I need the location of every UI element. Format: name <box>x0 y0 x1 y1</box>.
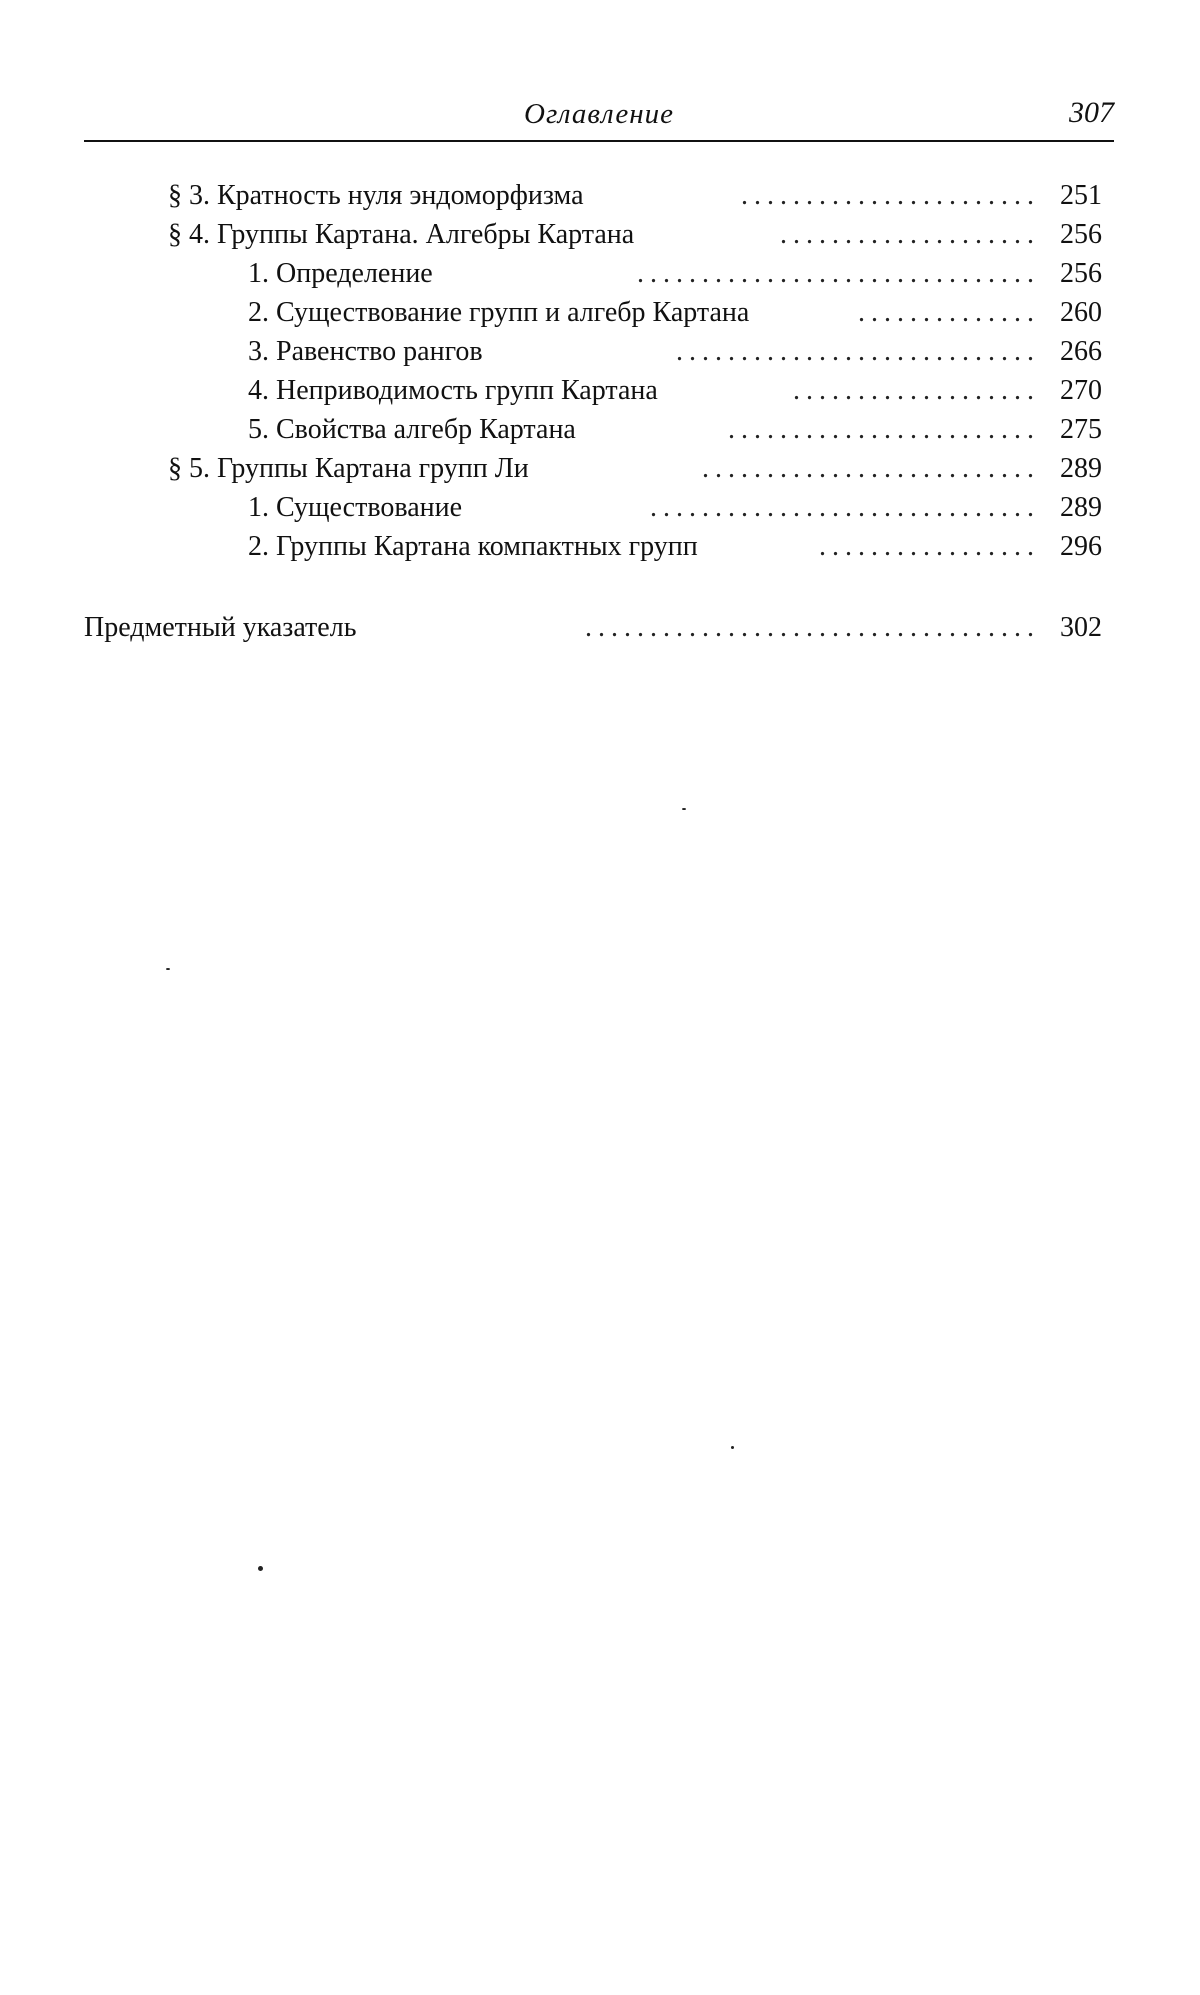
toc-leader-dots: ................. <box>819 531 1040 562</box>
toc-entry-label: 1. Определение <box>248 258 433 289</box>
toc-entry[interactable] <box>84 215 1102 254</box>
table-of-contents <box>84 176 1102 647</box>
toc-entry-label: § 3. Кратность нуля эндоморфизма <box>168 180 584 211</box>
toc-entry[interactable] <box>84 608 1102 647</box>
toc-leader-dots: ........................ <box>728 414 1040 445</box>
toc-entry-page: 289 <box>1060 453 1102 484</box>
toc-leader-dots: ................... <box>793 375 1040 406</box>
toc-entry-page: 256 <box>1060 219 1102 250</box>
toc-entry-label: 1. Существование <box>248 492 463 523</box>
toc-entry[interactable] <box>84 371 1102 410</box>
toc-entry[interactable] <box>84 488 1102 527</box>
header-rule <box>84 140 1114 142</box>
toc-entry-page: 270 <box>1060 375 1102 406</box>
toc-entry-label: 3. Равенство рангов <box>248 336 483 367</box>
toc-entry-page: 296 <box>1060 531 1102 562</box>
toc-leader-dots: ................................... <box>585 612 1040 643</box>
toc-entry-label: 4. Неприводимость групп Картана <box>248 375 658 406</box>
toc-entry-label: 5. Свойства алгебр Картана <box>248 414 576 445</box>
scan-speck <box>682 808 686 810</box>
toc-entry[interactable] <box>84 293 1102 332</box>
toc-entry-label: 2. Существование групп и алгебр Картана <box>248 297 750 328</box>
toc-entry[interactable] <box>84 449 1102 488</box>
toc-entry-label: § 5. Группы Картана групп Ли <box>168 453 529 484</box>
toc-leader-dots: .......................... <box>702 453 1040 484</box>
toc-entry-page: 256 <box>1060 258 1102 289</box>
toc-entry-page: 266 <box>1060 336 1102 367</box>
toc-entry-page: 275 <box>1060 414 1102 445</box>
toc-leader-dots: ............................ <box>676 336 1040 367</box>
toc-entry[interactable] <box>84 254 1102 293</box>
toc-entry-label: Предметный указатель <box>84 612 357 643</box>
toc-entry[interactable] <box>84 410 1102 449</box>
page-number: 307 <box>1069 96 1114 129</box>
toc-leader-dots: ....................... <box>741 180 1040 211</box>
scan-speck <box>166 968 170 970</box>
scan-speck <box>731 1446 734 1449</box>
toc-entry-page: 302 <box>1060 612 1102 643</box>
toc-entry[interactable] <box>84 176 1102 215</box>
toc-leader-dots: ............................... <box>637 258 1040 289</box>
toc-leader-dots: .............. <box>858 297 1040 328</box>
toc-entry-page: 289 <box>1060 492 1102 523</box>
page-title: Оглавление <box>524 98 674 130</box>
toc-leader-dots: .................... <box>780 219 1040 250</box>
toc-entry-label: 2. Группы Картана компактных групп <box>248 531 698 562</box>
toc-entry[interactable] <box>84 332 1102 371</box>
toc-entry[interactable] <box>84 527 1102 566</box>
toc-entry-page: 251 <box>1060 180 1102 211</box>
scan-speck <box>258 1566 263 1571</box>
toc-entry-label: § 4. Группы Картана. Алгебры Картана <box>168 219 635 250</box>
toc-entry-page: 260 <box>1060 297 1102 328</box>
toc-leader-dots: .............................. <box>650 492 1040 523</box>
running-header <box>84 92 1114 136</box>
